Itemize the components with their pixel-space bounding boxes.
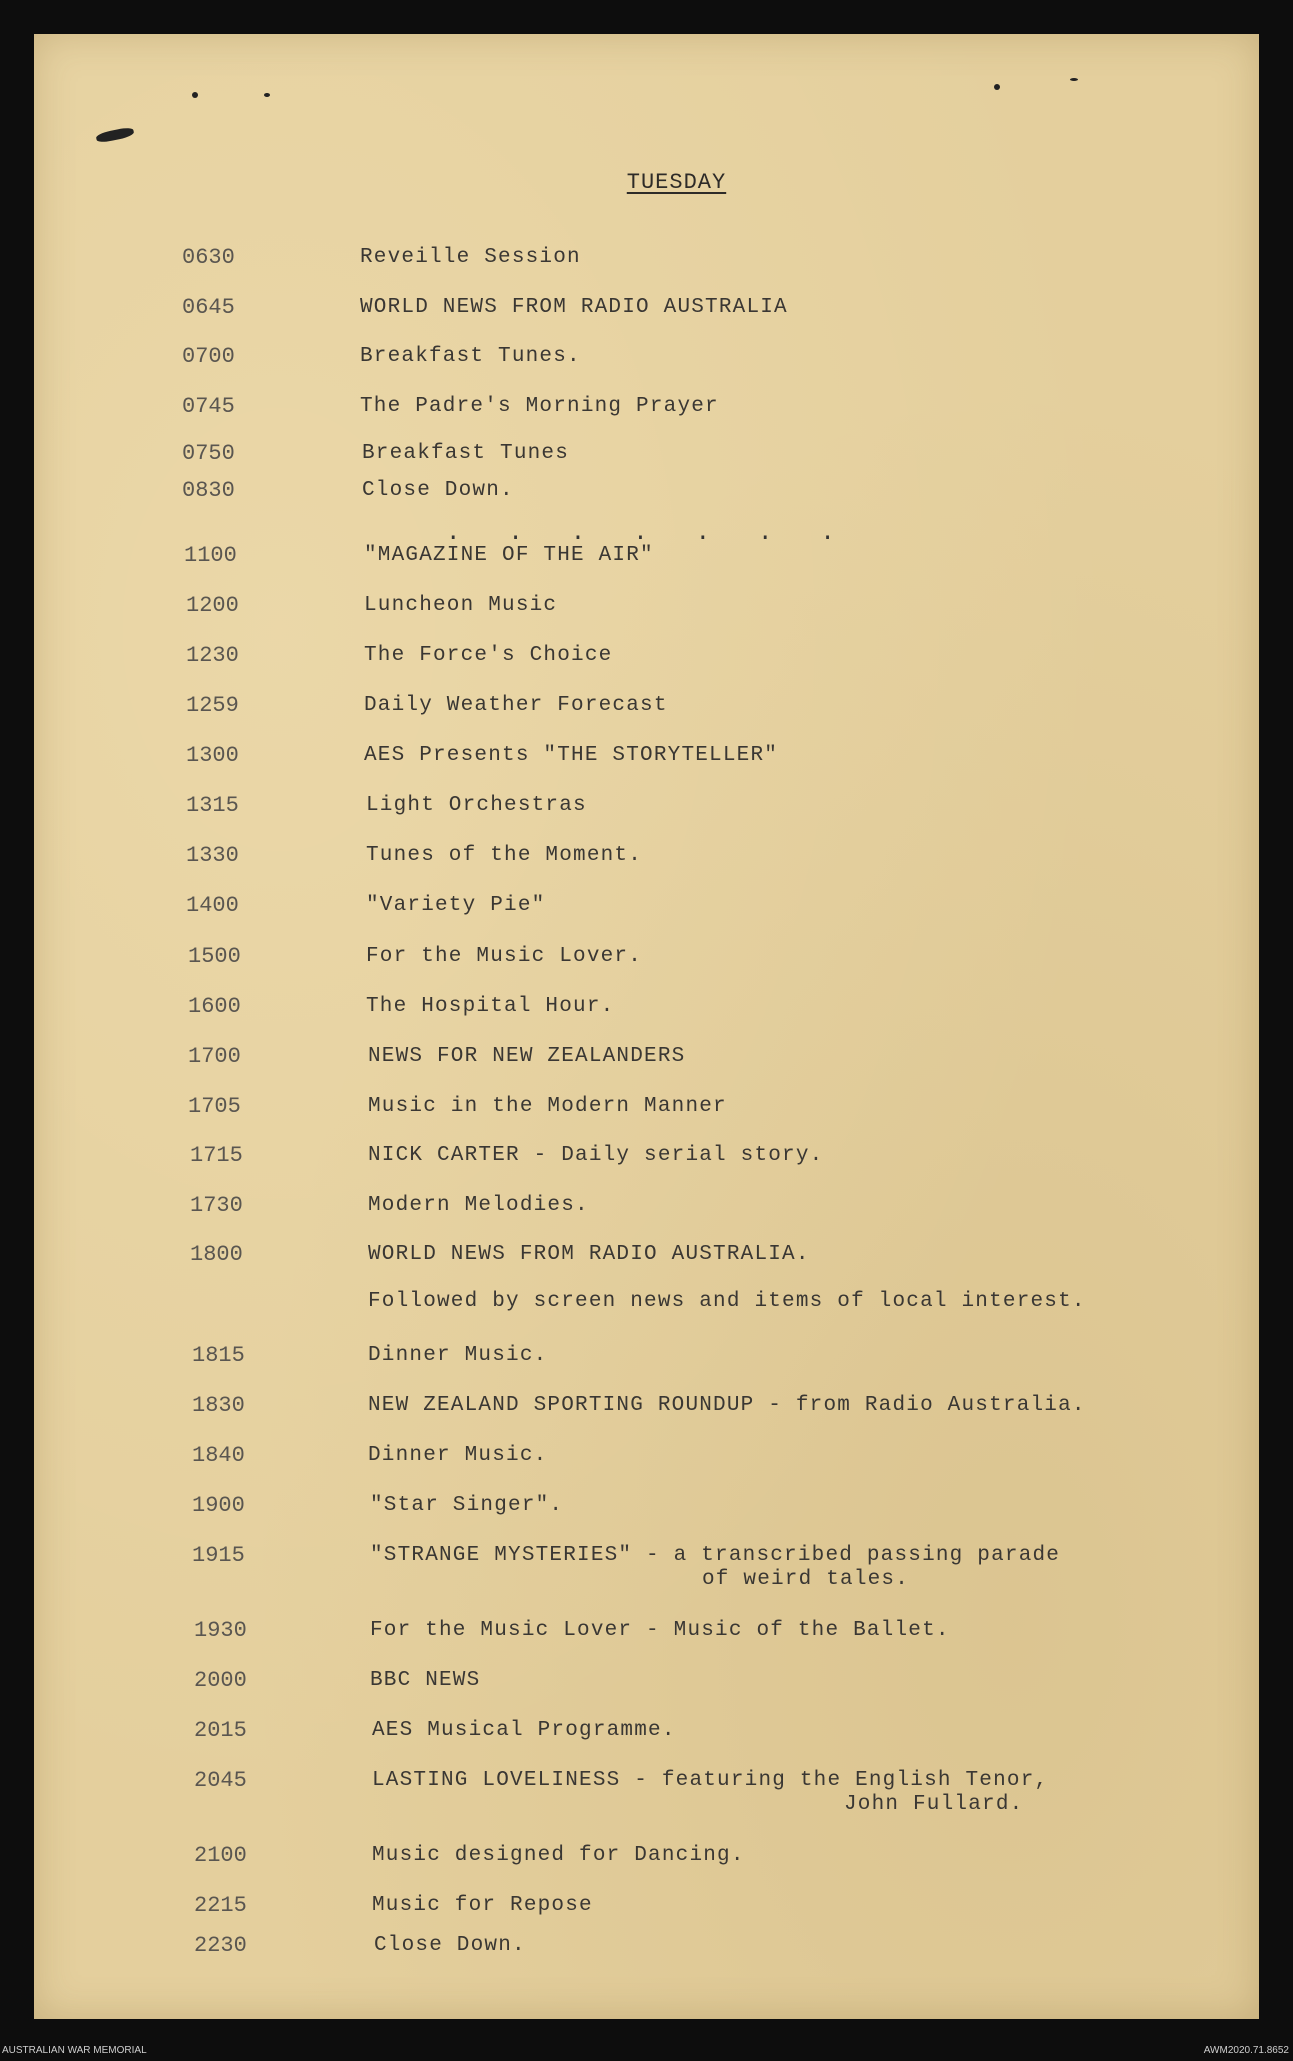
- broadcast-time: 1400: [186, 893, 239, 918]
- broadcast-time: 1300: [186, 743, 239, 768]
- program-title: NEWS FOR NEW ZEALANDERS: [368, 1045, 686, 1068]
- broadcast-time: 0645: [182, 295, 235, 320]
- program-title: Breakfast Tunes.: [360, 345, 581, 368]
- broadcast-time: 2230: [194, 1933, 247, 1958]
- program-title: BBC NEWS: [370, 1669, 481, 1692]
- program-title: Close Down.: [374, 1934, 526, 1957]
- program-title: WORLD NEWS FROM RADIO AUSTRALIA.: [368, 1243, 810, 1266]
- broadcast-time: 0750: [182, 441, 235, 466]
- program-title: Daily Weather Forecast: [364, 694, 668, 717]
- broadcast-time: 0700: [182, 344, 235, 369]
- ink-blot: [95, 126, 134, 144]
- broadcast-time: 1230: [186, 643, 239, 668]
- broadcast-time: 1600: [188, 994, 241, 1019]
- document-page: [34, 34, 1259, 2019]
- program-title: Breakfast Tunes: [362, 442, 570, 465]
- broadcast-time: 2215: [194, 1893, 247, 1918]
- broadcast-time: 1915: [192, 1543, 245, 1568]
- program-title: AES Presents "THE STORYTELLER": [364, 744, 779, 767]
- broadcast-time: 1730: [190, 1193, 243, 1218]
- archive-credit: AUSTRALIAN WAR MEMORIAL: [2, 2045, 147, 2056]
- broadcast-time: 1830: [192, 1393, 245, 1418]
- program-title: The Force's Choice: [364, 644, 613, 667]
- broadcast-time: 2045: [194, 1768, 247, 1793]
- program-title: WORLD NEWS FROM RADIO AUSTRALIA: [360, 296, 788, 319]
- punch-mark: [994, 84, 1000, 90]
- punch-mark: [1070, 78, 1078, 81]
- program-title: Luncheon Music: [364, 594, 558, 617]
- program-title: Tunes of the Moment.: [366, 844, 643, 867]
- broadcast-time: 0630: [182, 245, 235, 270]
- program-title: Close Down.: [362, 479, 514, 502]
- program-title: "STRANGE MYSTERIES" - a transcribed passing parade: [370, 1544, 1061, 1567]
- broadcast-time: 1200: [186, 593, 239, 618]
- program-title: Followed by screen news and items of local interest.: [368, 1290, 1086, 1313]
- broadcast-time: 2015: [194, 1718, 247, 1743]
- broadcast-time: 1800: [190, 1242, 243, 1267]
- program-title: The Padre's Morning Prayer: [360, 395, 719, 418]
- program-title: Music in the Modern Manner: [368, 1095, 727, 1118]
- program-title: Dinner Music.: [368, 1344, 548, 1367]
- punch-mark: [192, 92, 198, 98]
- program-title: Dinner Music.: [368, 1444, 548, 1467]
- program-title: "MAGAZINE OF THE AIR": [364, 544, 654, 567]
- program-title: Light Orchestras: [366, 794, 587, 817]
- broadcast-time: 0745: [182, 394, 235, 419]
- program-title: The Hospital Hour.: [366, 995, 615, 1018]
- broadcast-time: 1705: [188, 1094, 241, 1119]
- broadcast-time: 1500: [188, 944, 241, 969]
- program-title: Reveille Session: [360, 246, 581, 269]
- program-title: Music designed for Dancing.: [372, 1844, 745, 1867]
- broadcast-time: 1900: [192, 1493, 245, 1518]
- separator-dots: .......: [446, 520, 883, 547]
- program-title: For the Music Lover - Music of the Ballet.: [370, 1619, 950, 1642]
- broadcast-time: 1315: [186, 793, 239, 818]
- broadcast-time: 1100: [184, 543, 237, 568]
- broadcast-time: 2100: [194, 1843, 247, 1868]
- broadcast-time: 0830: [182, 478, 235, 503]
- archive-reference: AWM2020.71.8652: [1203, 2045, 1289, 2056]
- broadcast-time: 1840: [192, 1443, 245, 1468]
- broadcast-time: 1715: [190, 1143, 243, 1168]
- program-title: Music for Repose: [372, 1894, 593, 1917]
- program-continuation: of weird tales.: [702, 1568, 910, 1591]
- broadcast-time: 1815: [192, 1343, 245, 1368]
- broadcast-time: 2000: [194, 1668, 247, 1693]
- broadcast-time: 1700: [188, 1044, 241, 1069]
- broadcast-time: 1330: [186, 843, 239, 868]
- page-title: TUESDAY: [626, 170, 727, 195]
- program-title: LASTING LOVELINESS - featuring the English Tenor,: [372, 1769, 1049, 1792]
- program-title: NEW ZEALAND SPORTING ROUNDUP - from Radio Australia.: [368, 1394, 1086, 1417]
- broadcast-time: 1259: [186, 693, 239, 718]
- program-title: AES Musical Programme.: [372, 1719, 676, 1742]
- punch-mark: [264, 93, 270, 97]
- program-continuation: John Fullard.: [844, 1793, 1024, 1816]
- program-title: NICK CARTER - Daily serial story.: [368, 1144, 824, 1167]
- broadcast-time: 1930: [194, 1618, 247, 1643]
- program-title: Modern Melodies.: [368, 1194, 589, 1217]
- program-title: For the Music Lover.: [366, 945, 643, 968]
- program-title: "Star Singer".: [370, 1494, 564, 1517]
- program-title: "Variety Pie": [366, 894, 546, 917]
